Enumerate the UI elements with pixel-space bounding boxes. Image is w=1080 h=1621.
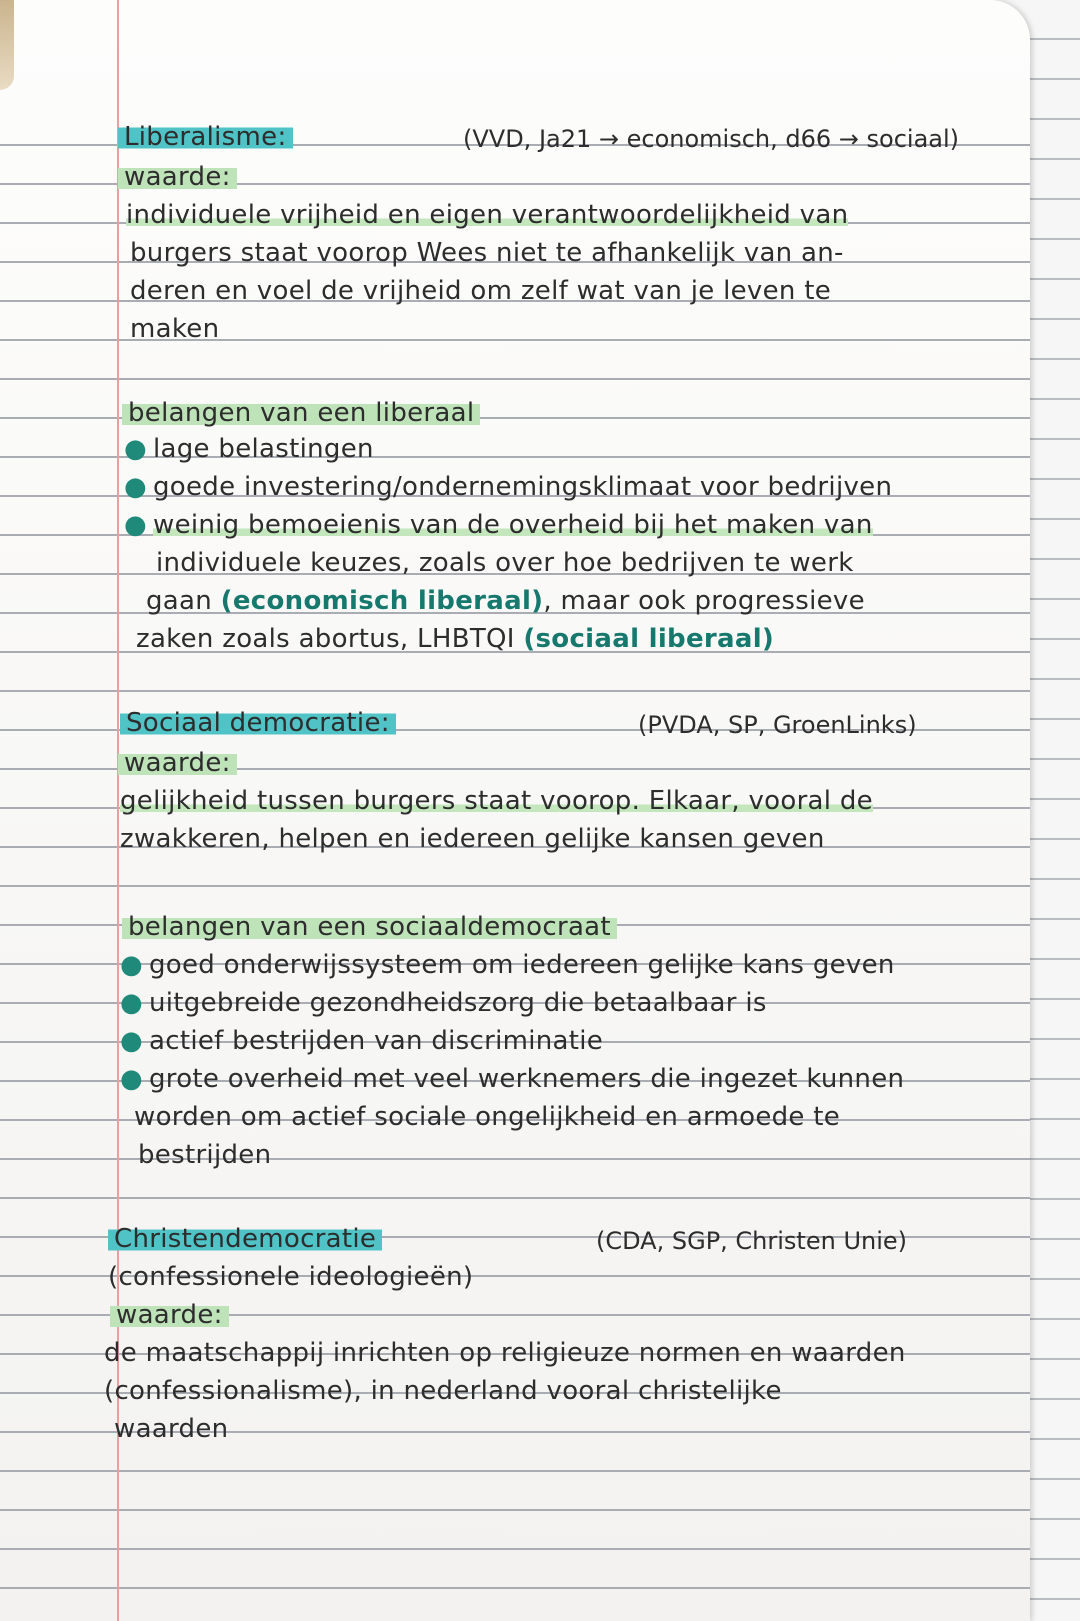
heading-christendemocratie (108, 1220, 382, 1259)
value-label (118, 744, 237, 783)
interests-label-text: belangen van een liberaal (122, 398, 480, 428)
bullet-icon: ● (124, 510, 147, 540)
bullet-continuation: individuele keuzes, zoals over hoe bedrijven te werk (156, 548, 854, 578)
heading-liberalisme (118, 118, 293, 157)
interests-label (122, 394, 480, 433)
bullet-icon: ● (120, 1026, 143, 1056)
value-line: waarden (114, 1414, 229, 1444)
value-line: (confessionalisme), in nederland vooral christelijke (104, 1376, 782, 1406)
section-title: Sociaal democratie: (120, 708, 396, 738)
text: zaken zoals abortus, LHBTQI (136, 624, 515, 654)
bullet-text: goede investering/ondernemingsklimaat voor bedrijven (153, 472, 893, 502)
bullet-text: grote overheid met veel werknemers die ingezet kunnen (149, 1064, 905, 1094)
value-line: deren en voel de vrijheid om zelf wat van je leven te (130, 276, 832, 306)
heading-sociaal-democratie (120, 704, 396, 743)
value-label (118, 158, 237, 197)
text: , maar ook progressieve (543, 586, 865, 616)
bullet-icon: ● (120, 1064, 143, 1094)
value-line: maken (130, 314, 220, 344)
value-text: individuele vrijheid en eigen verantwoordelijkheid van (126, 200, 849, 230)
bullet-icon: ● (120, 950, 143, 980)
value-line (126, 196, 848, 235)
bullet-continuation: bestrijden (138, 1140, 272, 1170)
value-label (110, 1296, 229, 1335)
value-text: gelijkheid tussen burgers staat voorop. Elkaar, vooral de (120, 786, 873, 816)
value-label-text: waarde: (118, 748, 237, 778)
section-title: Liberalisme: (118, 122, 293, 152)
bullet-icon: ● (120, 988, 143, 1018)
interests-label (122, 908, 617, 947)
parties-christendemocratie: (CDA, SGP, Christen Unie) (596, 1227, 908, 1255)
emphasis-economisch-liberaal: (economisch liberaal) (220, 586, 544, 616)
interests-label-text: belangen van een sociaaldemocraat (122, 912, 617, 942)
bullet-text: uitgebreide gezondheidszorg die betaalbaar is (149, 988, 767, 1018)
bullet-continuation: worden om actief sociale ongelijkheid en armoede te (134, 1102, 841, 1132)
bullet-text: weinig bemoeienis van de overheid bij het maken van (153, 510, 873, 540)
value-line (120, 782, 873, 821)
parties-sociaal-democratie: (PVDA, SP, GroenLinks) (638, 711, 917, 739)
parties-liberalisme: (VVD, Ja21 → economisch, d66 → sociaal) (463, 125, 960, 153)
value-line: zwakkeren, helpen en iedereen gelijke kansen geven (120, 824, 825, 854)
section-title: Christendemocratie (108, 1224, 382, 1254)
bullet-icon: ● (124, 472, 147, 502)
value-label-text: waarde: (118, 162, 237, 192)
value-line: de maatschappij inrichten op religieuze normen en waarden (104, 1338, 906, 1368)
bullet-continuation (146, 582, 865, 621)
page-corner (0, 0, 14, 90)
text: gaan (146, 586, 213, 616)
bullet-item (120, 1022, 603, 1061)
bullet-text: goed onderwijssysteem om iedereen gelijke kans geven (149, 950, 895, 980)
section-subtitle: (confessionele ideologieën) (108, 1262, 474, 1292)
bullet-text: lage belastingen (153, 434, 374, 464)
bullet-item (124, 506, 873, 545)
bullet-item (120, 1060, 904, 1099)
bullet-text: actief bestrijden van discriminatie (149, 1026, 604, 1056)
emphasis-sociaal-liberaal: (sociaal liberaal) (523, 624, 775, 654)
bullet-item (124, 468, 892, 507)
value-label-text: waarde: (110, 1300, 229, 1330)
bullet-icon: ● (124, 434, 147, 464)
bullet-item (124, 430, 374, 469)
bullet-continuation (136, 620, 774, 659)
bullet-item (120, 946, 895, 985)
bullet-item (120, 984, 767, 1023)
value-line: burgers staat voorop Wees niet te afhankelijk van an- (130, 238, 844, 268)
